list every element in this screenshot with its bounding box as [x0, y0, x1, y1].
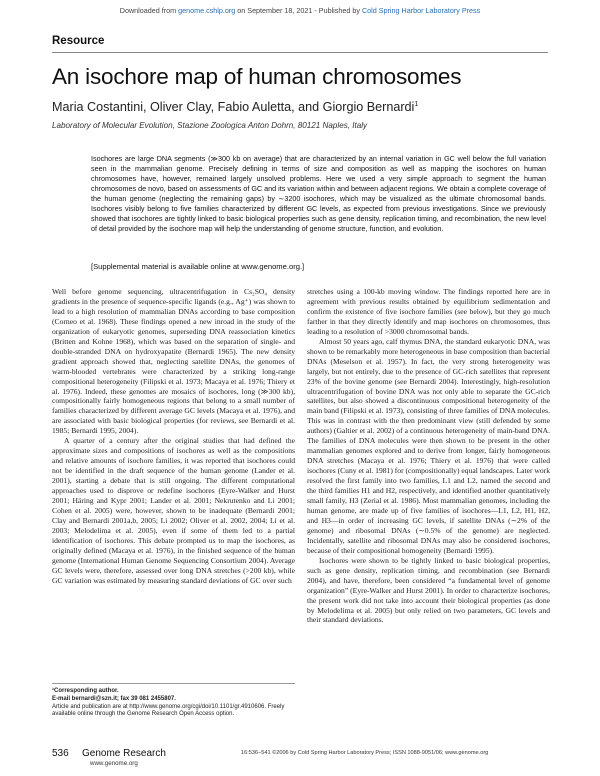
author-email[interactable]: E-mail bernardi@szn.it; fax 39 081 2455807.: [52, 695, 176, 702]
page-number: 536: [52, 748, 69, 759]
author-footnote-mark: 1: [414, 100, 419, 108]
paragraph: A quarter of a century after the original studies that had defined the approximate sizes and compositions of isochores as well as the compositions and relative amounts of isochore families, it was reported that isochores could not be identified in the draft sequence of the human genome (Lander et al. 2001), starting a debate that is still ongoing. The different computational approaches used to disprove or redefine isochores (Eyre-Walker and Hurst 2001; Häring and Kypr 2001; Lander et al. 2001; Nekrutenko and Li 2001; Cohen et al. 2005) were, however, shown to be inadequate (Bernardi 2001; Clay and Bernardi 2001a,b, 2005; Li 2002; Oliver et al. 2002, 2004; Li et al. 2003; Melodelima et al. 2005), even if some of them led to a partial identification of isochores. This debate prompted us to map the isochores, as originally defined (Macaya et al. 1976), in the finished sequence of the human genome (International Human Genome Sequencing Consortium 2004). Average GC levels were, therefore, assessed over long DNA stretches (>200 kb), while GC variation was estimated by measuring standard deviations of GC over such: [52, 436, 295, 585]
download-middle: on September 18, 2021 - Published by: [235, 6, 362, 15]
publication-note: Article and publication are at http://www.genome.org/cgi/doi/10.1101/gr.4910606. Freely available online through the Genome Research Open Access option.: [52, 703, 285, 718]
supplemental-note: [Supplemental material is available online at www.genome.org.]: [91, 262, 305, 271]
download-site-link[interactable]: genome.cshlp.org: [178, 6, 236, 15]
body-column-left: [52, 287, 295, 586]
affiliation: Laboratory of Molecular Evolution, Stazione Zoologica Anton Dohrn, 80121 Naples, Italy: [52, 121, 368, 130]
publisher-link[interactable]: Cold Spring Harbor Laboratory Press: [361, 6, 481, 15]
author-list: [52, 100, 418, 114]
authors-text: Maria Costantini, Oliver Clay, Fabio Auletta, and Giorgio Bernardi: [52, 100, 415, 114]
article-title: An isochore map of human chromosomes: [52, 64, 462, 89]
corresponding-author-note: ¹Corresponding author.: [52, 688, 119, 694]
journal-website[interactable]: www.genome.org: [90, 760, 138, 767]
footnote-divider: [52, 683, 295, 684]
abstract: Isochores are large DNA segments (≫300 kb on average) that are characterized by an internal variation in GC well below the full variation seen in the mammalian genome. Precisely defining in terms of size and composition as well as mapping the isochores on human chromosomes have, however, remained largely unsolved problems. Here we used a very simple approach to segment the human chromosomes de novo, based on assessments of GC and its variation within and between adjacent regions. We obtain a complete coverage of the human genome (neglecting the remaining gaps) by ∼3200 isochores, which may be visualized as the ultimate chromosomal bands. Isochores visibly belong to five families characterized by different GC levels, as expected from previous investigations. Since we previously showed that isochores are tightly linked to basic biological properties such as gene density, replication timing, and recombination, the new level of detail provided by the isochore map will help the understanding of genome structure, function, and evolution.: [91, 154, 546, 233]
section-label: Resource: [52, 35, 105, 47]
paragraph: stretches using a 100-kb moving window. The findings reported here are in agreement with previous results obtained by equilibrium sedimentation and confirm the existence of five isochore families (see below), but they go much farther in that they directly identify and map isochores on chromosomes, thus leading to a resolution of >3000 chromosomal bands.: [307, 287, 550, 336]
paragraph: Well before genome sequencing, ultracentrifugation in Cs₂SO₄ density gradients in the presence of sequence-specific ligands (e.g., Ag⁺) was shown to lead to a high resolution of mammalian DNAs according to base composition (Corneo et al. 1968). These findings opened a new inroad in the study of the organization of eukaryotic genomes, superseding DNA reassociation kinetics (Britten and Kohne 1968), which was based on the separation of single- and double-stranded DNA on hydroxyapatite (Bernardi 1965). The new density gradient approach showed that, neglecting satellite DNAs, the genomes of warm-blooded vertebrates were characterized by a striking long-range compositional heterogeneity (Filipski et al. 1973; Macaya et al. 1976; Thiery et al. 1976). Indeed, these genomes are mosaics of isochores, long (≫300 kb), compositionally fairly homogeneous regions that belong to a small number of families characterized by different average GC levels (Macaya et al. 1976), and are associated with basic biological properties (for reviews, see Bernardi et al. 1985; Bernardi 1995, 2004).: [52, 287, 295, 436]
download-prefix: Downloaded from: [119, 6, 179, 15]
footnotes: [52, 688, 295, 719]
journal-name: Genome Research: [82, 748, 166, 759]
section-divider: [52, 52, 548, 53]
download-banner: [0, 6, 600, 15]
paragraph: Almost 50 years ago, calf thymus DNA, the standard eukaryotic DNA, was shown to be remarkably more heterogeneous in base composition than bacterial DNAs (Meselson et al. 1957). In fact, the very strong heterogeneity was largely, but not entirely, due to the presence of GC-rich satellites that represent 23% of the bovine genome (see Bernardi 2004). Interestingly, high-resolution ultracentrifugation of bovine DNA was not only able to separate the GC-rich satellites, but also showed a discontinuous compositional heterogeneity of the main band (Filipski et al. 1973), consisting of three families of DNA molecules. This was in contrast with the then predominant view (still defended by some authors) (Galtier et al. 2002) of a continuous heterogeneity of main-band DNA. The families of DNA molecules were then shown to be present in the other mammalian genomes explored and to derive from longer, fairly homogeneous DNA stretches (Macaya et al. 1976; Thiery et al. 1976) that were called isochores (Cuny et al. 1981) for (compositionally) equal landscapes. Later work resolved the first family into two families, L1 and L2, named the second and the third families H1 and H2, respectively, and identified another quantitatively small family, H3 (Zerial et al. 1986). Most mammalian genomes, including the human genome, are made up of five families of isochores—L1, L2, H1, H2, and H3—in order of increasing GC levels, if satellite DNAs (∼2% of the genome) and ribosomal DNAs (∼0.5% of the genome) are neglected. Incidentally, satellite and ribosomal DNAs may also be considered isochores, because of their compositional homogeneity (Bernardi 1995).: [307, 336, 550, 555]
body-column-right: [307, 287, 550, 625]
footer-citation: 16:536–541 ©2006 by Cold Spring Harbor Laboratory Press; ISSN 1088-9051/06; www.genome.org: [241, 750, 489, 756]
paragraph: Isochores were shown to be tightly linked to basic biological properties, such as gene density, replication timing, and recombination (see Bernardi 2004), and have, therefore, been considered “a fundamental level of genome organization” (Eyre-Walker and Hurst 2001). In order to characterize isochores, the present work did not take into account their biological properties (as done by Melodelima et al. 2005) but only relied on two parameters, GC levels and their standard deviations.: [307, 555, 550, 625]
